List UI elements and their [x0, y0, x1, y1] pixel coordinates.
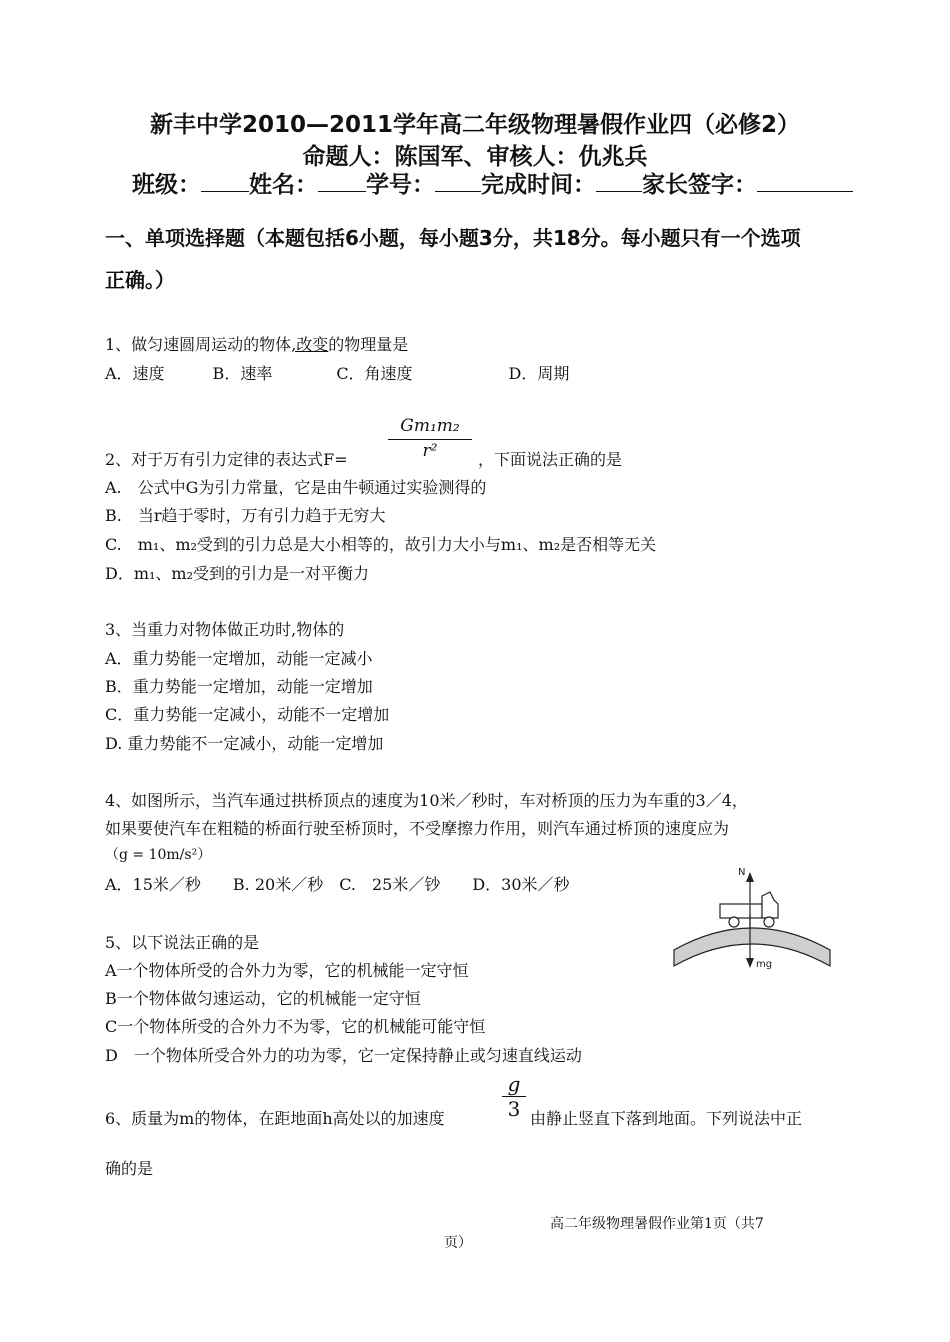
q2-option-d: D．m₁、m₂受到的引力是一对平衡力 — [105, 564, 370, 583]
page-title: 新丰中学2010—2011学年高二年级物理暑假作业四（必修2） — [149, 112, 801, 138]
page-authors: 命题人：陈国军、审核人：仇兆兵 — [302, 144, 648, 170]
q2-formula-denominator: r² — [422, 441, 438, 461]
q4-options: A．15米／秒 B. 20米／秒 C. 25米／钞 D．30米／秒 — [105, 875, 570, 894]
name-blank — [318, 171, 366, 192]
bridge-truck-figure — [670, 862, 840, 974]
number-label: 学号： — [366, 172, 435, 198]
q2-option-b: B. 当r趋于零时，万有引力趋于无穷大 — [105, 506, 386, 525]
q3-option-d: D. 重力势能不一定减小，动能一定增加 — [105, 734, 384, 753]
page-footer: 高二年级物理暑假作业第1页（共7 — [550, 1216, 764, 1232]
parent-blank — [757, 171, 853, 192]
q6-stem-b: 由静止竖直下落到地面。下列说法中正 — [530, 1109, 803, 1128]
q6-stem-line2: 确的是 — [105, 1159, 154, 1178]
truck-wheel-rear — [729, 917, 739, 927]
time-blank — [596, 171, 642, 192]
number-blank — [435, 171, 481, 192]
parent-label: 家长签字： — [642, 172, 757, 198]
class-blank — [201, 171, 249, 192]
q6-formula-numerator: g — [502, 1072, 526, 1097]
truck-cab — [762, 892, 778, 918]
time-label: 完成时间： — [481, 172, 596, 198]
q3-option-a: A．重力势能一定增加，动能一定减小 — [105, 649, 373, 668]
section-heading-cont: 正确。） — [105, 268, 175, 292]
q6-formula — [502, 1072, 526, 1121]
truck-bed — [720, 904, 762, 918]
q4-stem-line3: （g = 10m/s²） — [105, 847, 212, 863]
class-label: 班级： — [132, 172, 201, 198]
name-label: 姓名： — [249, 172, 318, 198]
q2-stem-a: 2、对于万有引力定律的表达式F= — [105, 450, 348, 469]
q5-option-c: C一个物体所受的合外力不为零，它的机械能可能守恒 — [105, 1017, 486, 1036]
page-footer-cont: 页） — [444, 1235, 472, 1251]
q3-stem: 3、当重力对物体做正功时,物体的 — [105, 620, 345, 639]
normal-force-label: N — [738, 867, 746, 878]
q2-stem-b: ，下面说法正确的是 — [478, 450, 623, 469]
q5-option-a: A一个物体所受的合外力为零，它的机械能一定守恒 — [105, 961, 469, 980]
q6-formula-denominator: 3 — [507, 1097, 521, 1121]
normal-force-arrowhead — [746, 872, 754, 882]
student-info-fields — [132, 166, 853, 199]
q2-option-a: A. 公式中G为引力常量，它是由牛顿通过实验测得的 — [105, 478, 487, 497]
q1-stem: 1、做匀速圆周运动的物体,改变的物理量是 — [105, 335, 409, 354]
q2-formula-numerator: Gm₁m₂ — [388, 416, 472, 440]
q4-stem-line2: 如果要使汽车在粗糙的桥面行驶至桥顶时，不受摩擦力作用，则汽车通过桥顶的速度应为 — [105, 819, 730, 838]
q1-options: A．速度 B．速率 C．角速度 D．周期 — [105, 364, 570, 383]
q3-option-c: C．重力势能一定减小，动能不一定增加 — [105, 705, 390, 724]
section-heading: 一、单项选择题（本题包括6小题，每小题3分，共18分。每小题只有一个选项 — [105, 226, 801, 250]
q3-option-b: B．重力势能一定增加，动能一定增加 — [105, 677, 373, 696]
q6-stem-a: 6、质量为m的物体，在距地面h高处以的加速度 — [105, 1109, 445, 1128]
q5-option-b: B一个物体做匀速运动，它的机械能一定守恒 — [105, 989, 421, 1008]
gravity-arrowhead — [746, 958, 754, 968]
q5-stem: 5、以下说法正确的是 — [105, 933, 260, 952]
q5-option-d: D 一个物体所受合外力的功为零，它一定保持静止或匀速直线运动 — [105, 1046, 582, 1065]
q2-formula — [388, 416, 472, 461]
truck-wheel-front — [764, 917, 774, 927]
q4-stem-line1: 4、如图所示，当汽车通过拱桥顶点的速度为10米／秒时，车对桥顶的压力为车重的3／4， — [105, 791, 748, 810]
gravity-label: mg — [756, 959, 773, 970]
q2-option-c: C. m₁、m₂受到的引力总是大小相等的，故引力大小与m₁、m₂是否相等无关 — [105, 535, 657, 554]
